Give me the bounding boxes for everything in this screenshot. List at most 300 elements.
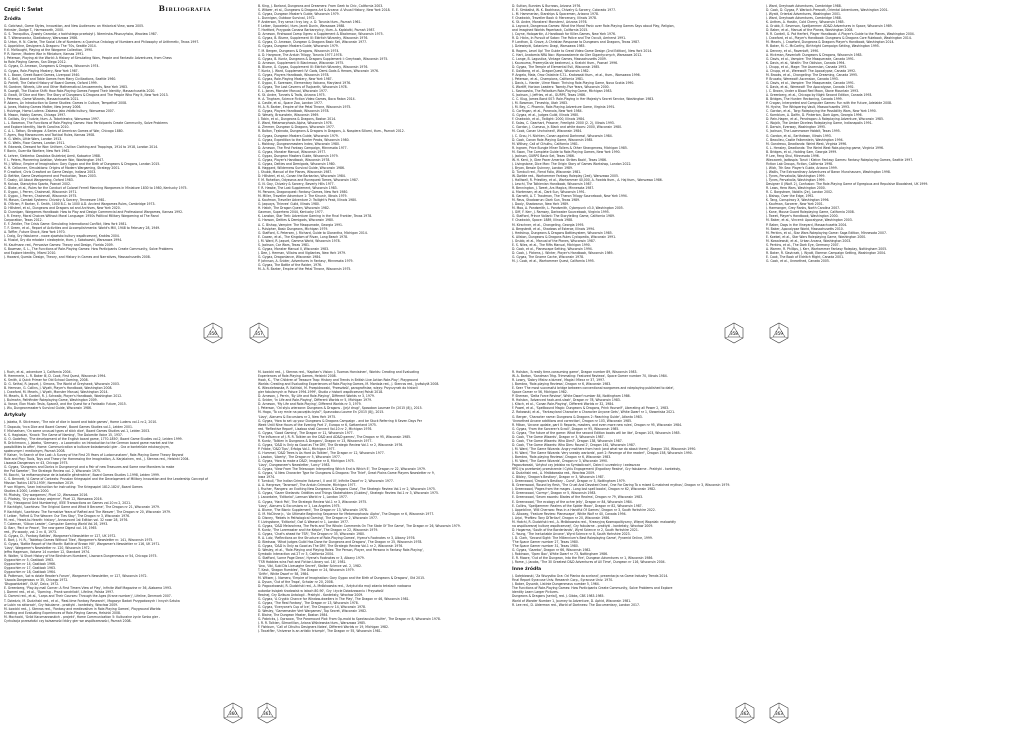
bibliography-entry: T. Ayers, Rag Manoeuvres and Tactical Rules, Kansas 1908.: [4, 133, 96, 138]
bibliography-entry: L. Dunnigan, Outdoor Survival, 1972.: [258, 16, 316, 21]
bibliography-entry: F. Chadwick, Space: 1889, Illinois 1988.: [512, 218, 574, 223]
bibliography-entry: G. Snider, 'In Life and Role-Playing', Different Worlds nr 5, Michigan 1979.: [258, 398, 373, 403]
bibliography-entry: P. Brucato, Werewolf: Ascension, Canada 1993.: [766, 76, 839, 81]
bibliography-entry: C. S. Bennett, 'A Game of Contexts: Prussian Kriegsspiel and the Development of Military Innovation and the Leadership Concept of: [4, 477, 209, 482]
bibliography-entry: F. Michaelsen, 'On some unusual types of stick dice', Board Games Studies vol.1, Leiden 2003.: [4, 428, 151, 433]
bibliography-column: [258, 370, 505, 633]
bibliography-entry: W. H. Kent, Jr, Glee Pacer America: Strikes Back!, Texas 1986.: [512, 157, 607, 162]
bibliography-entry: D. Hillsteel, et al., Dungeons and Dragons ad and Archives, New York 2020.: [4, 206, 121, 211]
bibliography-entry: red. 'Reflective Report', Lisaboa shall Connect Vol.10 nr 2, Michigan 1976.: [258, 426, 373, 431]
bibliography-entry: Experiences of Role-Playing Games, Helsinki 2008.: [258, 374, 337, 379]
bibliography-entry: D. Cook, D. Gygax, P. Warlock-Prescott, Oriental Adventures, Washington 2001.: [766, 8, 889, 13]
bibliography-entry: F. Powel, et al., 'Spellbound Magic: Dungeons & Dragons, Prink Yourself', Liberating all Power 2, 1983.: [512, 406, 670, 411]
bibliography-entry: M. Brooks, et al., Changeling: The Dreaming, Canada 1995.: [766, 72, 858, 77]
bibliography-entry: G. Gygax, Monster Manual, Wisconsin 1977.: [258, 149, 327, 154]
bibliography-entry: A. Laycock, Dangerous Games: What the Moral Panic over Role-Playing Games Says about Play, Religion,: [512, 24, 675, 29]
bibliography-entry: J. C. Brown, Under a Blood Red Moon, Stone Mountain 1993.: [766, 88, 860, 93]
bibliography-entry: 'Długowidzkieli', OULF, Dzicz, 1972.: [4, 582, 60, 587]
bibliography-entry: G. Pilotsky, 'Gry staz ściszy wojenne', Pluel 12, Warszawa 2016.: [4, 497, 103, 502]
bibliography-entry: J. Bryan, Bessie Quinney, London 1989.: [512, 165, 573, 170]
bibliography-entry: J. Gołębiowski, 'Za Wszystko Gra: Od Planka do sceland', prezentacja na Game Industry Trends 2014.: [512, 574, 669, 579]
bibliography-entry: G. Gygax, 'Hack Pot', The Strategic Review Vol.1 nr 3, Wisconsin 1975.: [258, 499, 368, 504]
bibliography-entry: J. Greenwood, 'Dragon's Bestiary - Curst', Dragon nr 3, Nottingham 1979.: [512, 479, 626, 484]
page-356: [4, 4, 251, 366]
bibliography-entry: Iowa 1974.: [258, 475, 276, 480]
bibliography-entry: J. M. Bowman, Timeship, Utah 1983.: [512, 101, 569, 106]
bibliography-entry: Identity Learn Larger Pictures.: [512, 590, 559, 595]
bibliography-entry: G. Gordon, et al., Earthdawn, Illinois 1993.: [766, 133, 832, 138]
bibliography-entry: M. A. R. Barker, Empire of the Petal Throne, Wisconsin 1975.: [258, 267, 352, 272]
bibliography-entry: G. Gygax, Role-Playing Mastery, New York 1987.: [4, 68, 79, 73]
bibliography-entry: Final Report Syracuse Univ. Research Corp., Syracuse Univ. 1970.: [512, 578, 614, 583]
bibliography-entry: A. Dyson, 'Out of the Traps', Scholar nr 20, 2008.: [258, 580, 334, 585]
bibliography-entry: J. M. Ward, 'The Game Wizards', Dragon nr 3, Wisconsin 1990.: [512, 459, 608, 464]
bibliography-entry: E. Greenwood, 'Cormyr', Dragon nr 5, Wisconsin 1983.: [512, 491, 597, 496]
bibliography-column: [512, 370, 759, 564]
bibliography-entry: R. Hemmerle, L. R. Baker III, D. Cook, First Quest, Wisconsin 1994.: [4, 374, 107, 379]
bibliography-entry: M. Pilotsky, 'Dry wargames', Pluel 12, Warszawa 2016.: [4, 493, 89, 498]
bibliography-entry: D. Gygax, The Temple of Elemental Evil, Wisconsin 1985.: [512, 64, 601, 69]
bibliography-entry: G. Gygax, B. Kuntz, Dungeons & Dragons Supplement I: Greyhawk, Wisconsin 1975.: [258, 56, 389, 61]
bibliography-entry: E. E. Simbalist, W. K. Backhaus, Chivalry & Sorcery, Colorado 1977.: [512, 8, 617, 13]
bibliography-entry: Realnej, Gry Dzikuza Antologii - Praktyki - Konteksty, Wrocław 2009.: [258, 592, 364, 597]
bibliography-column: [4, 24, 251, 259]
bibliography-entry: G. Gygax, 'Everyone's Cup of Ice', The Dragon nr 14, Wisconsin 1978.: [258, 604, 366, 609]
bibliography-entry: J. Tobin, et al., Dungeons & Dragons, Boston 2014.: [258, 117, 337, 122]
bibliography-entry: D. Cook, 'The Game Wizards: Who Dies: Round 2', Dragon 161, Wisconsin 1987.: [512, 442, 636, 447]
bibliography-entry: R. Cowgill, The Elusive Shift: How Role-Playing Games Forged Their Identity, Massachusetts 2020.: [4, 88, 156, 93]
bibliography-entry: World of Wonder Number 1, Journey to Adventure, D. Aphid, Wisconsin 1981.: [512, 598, 632, 603]
page-number: 357: [255, 331, 263, 336]
bibliography-entry: D. G. Sethal, R. Jaquet, J. Simons, The World of Greyhawk, Wisconsin 2003.: [4, 382, 120, 387]
bibliography-entry: R. Holston, 'Advanced hack-and-slash', Dragon nr 78, Wisconsin 1983.: [512, 398, 621, 403]
bibliography-entry: P. Angelo, Mała, Oraz Ostatnie Ś.T.L. Krakowski tłum., et al., tłum., Warszawa 1996.: [512, 72, 641, 77]
bibliography-entry: T. By, 'Hexagonal Grid Numbering', IEEE Transactions on Games vol.10 nr.2, 2021.: [4, 501, 132, 506]
bibliography-entry: T. Kuntz, J. Ward, Supplement IV: Gods, Demi-Gods & Heroes, Wisconsin 1976.: [258, 68, 379, 73]
bibliography-entry: G. Gygax, Dungeon Masters Guide, Wisconsin 1979.: [258, 44, 339, 49]
bibliography-entry: R. Kaluza, Starożytna Sparta, Poznań 2002.: [4, 181, 71, 186]
bibliography-entry: R. Bennington, J. Tweet, Ars Magica, Minnesota 1987.: [512, 186, 595, 191]
bibliography-entry: 'The Influence of J. R. R. Tolkien on the D&D and AD&D games', The Dragon nr 95, Wisconsin 1985.: [258, 434, 412, 439]
bibliography-entry: G. Gygax, 'A Cryptic Chance for Window-dwellers in The Play', The Dragon nr 46, Wisconsin 1981.: [258, 596, 410, 601]
bibliography-entry: G. Cook, et al., Unearthed, Canada 2005.: [766, 258, 830, 263]
bibliography-entry: E. Cowan, et al., The Kingdom of Rivan, Long Beach 1978.: [258, 234, 349, 239]
bibliography-entry: F. Leiber, 'Fafhrd & The Weaver: Our Ties Stay', The Dragon nr 3, Wisconsin 1976.: [4, 513, 131, 518]
bibliography-entry: D. Cook, et al., Planescape Setting, Wisconsin 1994.: [512, 246, 593, 251]
bibliography-entry: D. Cook, J. Pickens, J. Winter, Player's Handbook, Wisconsin 1989.: [512, 250, 614, 255]
bibliography-entry: L. Moldvay, Dungeonmasters Index, Wisconsin 1980.: [258, 141, 340, 146]
bibliography-entry: P. Crogan, Interpreted and Computer Games: Fun with the Future, Adelaide 2008.: [766, 101, 892, 106]
bibliography-entry: S. Bowman, S. L., The Functions of Role-Playing Games: How Participants Create Community, Solve Problems: [4, 246, 173, 251]
bibliography-entry: H. Edwards, Dressed for War: Uniform, Civilian Clothing and Trappings, 1914 to 1918, London 2014.: [4, 145, 159, 150]
bibliography-entry: G. Gygax, 'Gazer Skelands: Oddities and Things Stakeholders (Guides)', Strategic Review Vol.1 nr 3, Wisconsin 1975.: [258, 491, 439, 496]
bibliography-entry: J. Howard, Quests: Design, Theory, and History in Games and Narratives, Massachusetts 2008.: [4, 254, 151, 259]
bibliography-entry: E. Koebel, et al., Star Wars Roleplaying Game, Washington 2000.: [766, 234, 867, 239]
bibliography-entry: R. Holston, 'A really time-consuming game', Dragon number 89, Wisconsin 1983.: [512, 370, 638, 374]
bibliography-entry: Gygaxchim nr 18, Gastlook 1964.: [4, 570, 56, 575]
bibliography-entry: J. Ruch, et al., adventure 1, California 2004.: [4, 370, 72, 374]
bibliography-column: [4, 420, 251, 622]
d20-page-number-icon: [248, 322, 270, 344]
bibliography-entry: społecznym i medialnym, Poznań 2008.: [4, 448, 66, 453]
bibliography-entry: Space Gamer nr 56, Michigan 1982.: [512, 390, 568, 395]
bibliography-entry: G. Gygax, Expedition to the Barrier Peaks, Wisconsin 1980.: [258, 137, 350, 142]
bibliography-entry: to Role-Playing Games, San Diego 2012.: [4, 60, 67, 65]
bibliography-entry: T. Coleman, 'Silicon Leader', Computer Gaming World Vol.16, 1993.: [4, 521, 109, 526]
bibliography-entry: J. Huizinga, Homo Ludens: Zabawa jako źródło kultury, Warszawa 2007.: [4, 108, 115, 113]
bibliography-entry: M. Kowalewski, et al., Urban Arcana, Washington 2003.: [766, 238, 852, 243]
bibliography-entry: D. Urton, H. N. Clarke, The Social Life of Numbers: a Quechua Ontology of Numbers and Philosophy of Arithmetic, Texas 1997.: [4, 40, 200, 45]
bibliography-entry: S. Davis, et al., Werewolf: The Apocalypse, Canada 1992.: [766, 84, 855, 89]
bibliography-entry: K. Anthes, A. Hoskin, Cold Cherry, Wisconsin 1985.: [766, 20, 845, 25]
bibliography-entry: C. Gordon, J. Cumasa, Jr. Black and white doors: 2000, Wisconsin 1980.: [512, 125, 623, 130]
bibliography-entry: Corporation, Texas 2012.: [4, 218, 43, 223]
bibliography-entry: E. Collins, 'Spelljammer: Realms of the Spider Moon', Dragon nr 82, Wisconsin 1987.: [512, 503, 643, 508]
bibliography-entry: C. Bibley, 'Dragon's Bestiary', Dragon nr 3, Wisconsin 1987.: [512, 475, 605, 480]
bibliography-entry: G. N. Gay, Chivalry & Sorcery, Beverly Hills 1977.: [258, 182, 335, 187]
bibliography-entry: M. A. R. Barker, Empire of the Petal Throne, Wisconsin 1975.: [258, 105, 352, 110]
bibliography-entry: P. Baker, Dogs in the Vineyard, Massachusetts 2004.: [766, 222, 848, 227]
bibliography-entry: D. Disney, 'Rebels in Pathological Gaming', The Dragon nr 2, Wisconsin 1977.: [258, 515, 378, 520]
bibliography-entry: Lisaosia Dangerosrs nr 43, Chicago 1975.: [4, 460, 69, 465]
bibliography-entry: F. Bonin, Guerrilla Warfare, New York 1962.: [4, 149, 71, 154]
bibliography-entry: E. S. Niles, et al., The Rifts Manual, Michigan 1990.: [512, 242, 591, 247]
bibliography-entry: E. R. Moore, 'Out of the Dungeon, Into the Fire', Dungeon Adventures nr 1, Wisconsin 1986.: [512, 556, 654, 561]
bibliography-entry: B. Mason, Hobby Games, Chicago 1997.: [4, 113, 67, 118]
bibliography-entry: Mission Tactics 1870-1939', Normalism 2019.: [4, 481, 74, 486]
bibliography-entry: J. Kaufman, Sorcerer, New York 2001.: [766, 202, 824, 207]
bibliography-entry: G. Corfingan, et al., Paranoia, New York 1984.: [512, 109, 583, 114]
bibliography-entry: A. Castle, et al., Space Zoo, London 1977.: [258, 101, 323, 106]
bibliography-entry: M. Łowicki red., J. Stenros red., 'Kapitan's Vision: J. Tuomas Harviainen', Worlds: Creating and Evaluating: [258, 370, 420, 374]
bibliography-entry: J. Crawford, M. Mearls, J. Wyatt, Monster Manual, Washington 2014.: [4, 390, 109, 395]
bibliography-entry: M. Hotchi, R. Dudziński red., A. Mróbkowska red., 'Kreacyjną Kosmopolityczny, Więcej Wapniak: malowidły: [512, 519, 676, 524]
bibliography-entry: S. Perkins, et al., The Dark Eye, Germany 2007.: [766, 242, 840, 247]
bibliography-entry: G. Gygax, Deities and Demigods, Wisconsin 1980.: [258, 161, 336, 166]
page-number: 362: [741, 711, 749, 716]
bibliography-entry: J. D. Clark, 'Second Sight: The Millennium's Best Roleplaying Game', Pyramid Online, 1999.: [512, 535, 653, 540]
bibliography-entry: J. Wick, 7th Sea: Player's Guide, Arizona 1999.: [766, 165, 838, 170]
bibliography-entry: J. Jackson, GURPS Basic Set, Texas 1986.: [512, 153, 575, 158]
bibliography-entry: W. Dwilde red., Warhammer Fantasy Roleplay (2ed), Warszawa 2005.: [512, 173, 619, 178]
bibliography-entry: F. Chadwick, Traveller Book 4: Mercenary, Illinois 1978.: [512, 16, 597, 21]
bibliography-entry: E. Cook, The Book of Eldritch Might, Canada 2001.: [766, 254, 845, 259]
bibliography-entry: Symbolic Interaction vol.27 nr 3, California 2004.: [258, 552, 335, 557]
bibliography-entry: G. Stafford, 'Lorne Page Dean', Hyena's Footnotes nr 3, Albany 1979.: [258, 556, 365, 561]
bibliography-entry: J. Dommi red., et al., 'Opening - Prank sandrilaki', Lifeline, Polska 1997.: [4, 590, 115, 595]
bibliography-entry: R. Caillois, Gry i ludzie, tłum. A. Tatarkiewicz, Warszawa 1997.: [4, 117, 100, 122]
bibliography-entry: F. L. Peters, Pioneering Aviation, Vietnam War, Washington 1947.: [4, 157, 105, 162]
bibliography-entry: E. Gygax, J. Perren, Chainmail, Wisconsin 1975.: [4, 193, 78, 198]
bibliography-entry: J. Tynes, Pervakalia, Washington 1999.: [766, 173, 826, 178]
bibliography-entry: J. Robinson, 'Open Box', White Dwarf nr 73, Nottingham 1986.: [512, 552, 609, 557]
bibliography-entry: E. Greenwood, 'Seven swords: Blades of the Realms', Dragon nr 79, Wisconsin 1983.: [512, 495, 644, 500]
bibliography-entry: red., JPv-woody, vol. 2 nr. 8, 1973.: [4, 529, 57, 534]
bibliography-column: [766, 4, 1013, 263]
bibliography-entry: G. Gygax, 'D&D is Only as Good as The DM', The Strategic Review Vol.1 nr 2, Wisconsin 1976.: [258, 544, 404, 549]
bibliography-entry: S. L. Hensley, Deadlands: The Weird West Role-playing game, Virginia 1996.: [766, 145, 884, 150]
bibliography-entry: P. Kaiser, 'In Search of the Lost: A Survey of the First 25 Years of Ludocrunatzen', Role-Playing Game Theory Beyond: [4, 452, 184, 457]
bibliography-entry: J. Dee, J. Herman, Villains and Vigilantes, New York 1979.: [258, 250, 347, 255]
bibliography-entry: B. Hemnan, G. Collins, J. Wyatt, Player's Handbook, Washington 2008.: [4, 386, 113, 391]
bibliography-entry: 'Ano, 'Ubi, Subi Dis Liceuaghe Secret', Stalker Science vol. 2, 1982.: [258, 564, 362, 569]
bibliography-entry: J. Livingstone, Dice Man: The Origin Story of Games Workshop, London 2022.: [512, 161, 632, 166]
bibliography-entry: Wieczorek, Jadłospis: Toruń i Kielce: Fantasy Games: Fantasy Roleplaying Games, Seattle 1997.: [766, 157, 914, 162]
bibliography-entry: M. Swan, The Complete Guide to Role-Playing Games, New York 1990.: [512, 149, 621, 154]
bibliography-entry: R. D. Hicks, In Pursuit of Satan: The Police and The Occult, Amherst 1991.: [512, 36, 627, 41]
bibliography-entry: R. Laws, Hero Wars, Washington 2000.: [766, 186, 826, 191]
bibliography-entry: B. King, J. Borland, Dungeons and Dreamers: From Geek to Chic, California 2003.: [258, 4, 384, 8]
bibliography-entry: J. Craig, Gry fabularne - nowe zjawisko kultury współczesnej, Kraków 2004.: [4, 234, 120, 239]
bibliography-entry: P. Fribke, 'D&D Tips', Erfolgs Vol.1, Michigan 1977.: [258, 446, 336, 451]
bibliography-entry: G. Hanson, Deities & Demigods, Wisconsin 1980.: [258, 218, 334, 223]
bibliography-entry: M. Perkins, et al., Star Wars Roleplaying Game: Saga Edition, Minnesota 2007.: [766, 230, 887, 235]
bibliography-entry: D. Arneson, J. Perrin, 'By Life and Role-Playing', Different Worlds nr 3, 1979.: [258, 394, 375, 399]
bibliography-entry: G. Pabricks, J. Opracow, 'The Paramount Plot: From Op-mold to Spectacular-Stulfer', The Dragon nr 8, Wisconsin 1978.: [258, 616, 441, 621]
bibliography-entry: J. Arjai, 'Profiles: Tony DiTerlizzi', Dragon nr 20, Wisconsin 1986.: [512, 515, 611, 520]
page-number: 358: [730, 331, 738, 336]
bibliography-entry: G. Gygax, 'How to make a D&D', Imagine nr 8, Michigan 1975.: [258, 459, 355, 464]
bibliography-entry: M. Cook, Conan Unchained!, Wisconsin 1984.: [512, 129, 583, 134]
bibliography-entry: L. Sosnowska, The Palladium Role-Playing Game, Michigan 1983.: [512, 88, 613, 93]
bibliography-entry: G. Hummel, 'D&D Trees is As Hard As Tolkien', The Dragon nr 12, Wisconsin 1977.: [258, 450, 385, 455]
bibliography-entry: G. Gygax, 'Good Gaming', The Dragon nr 11, Wisconsin 1977.: [258, 430, 354, 435]
bibliography-entry: J. Bambra, 'Role-playing Reviews', Dragon nr 6, Wisconsin 1983.: [512, 454, 612, 459]
bibliography-entry: autorów książek środowisk w latach 80-90', Gry i życie Dziadzowaniu i Przyszłość: [258, 588, 384, 593]
bibliography-entry: C. C. Klug, James Bond 007: Role-Playing in Her Majesty's Secret Service, Washington 1983.: [512, 97, 655, 102]
bibliography-entry: J. Dooly, Shadowrun, New York 1989.: [512, 202, 570, 207]
bibliography-entry: K. Smith, A Quick Primer for Old School Gaming, 2008.: [4, 378, 89, 383]
bibliography-entry: J. Dziewięcki, Satanizm: Dragi, Warszawa 1985.: [512, 44, 586, 49]
bibliography-entry: G. Gygax, Players Handbook, Wisconsin 1978.: [258, 72, 330, 77]
bibliography-entry: K. Lanston, Star Trek: Adventure Gaming in the Final Frontier, Texas 1978.: [258, 214, 373, 219]
bibliography-entry: M. Baker, et al., Vincent: Apocalypse, Washington 2003.: [766, 218, 853, 223]
bibliography-entry: T. Dapoulo, 'Inca Dice and Board Games', Board Games Studies vol.1, Leiden 2001.: [4, 424, 133, 429]
bibliography-entry: T. Dziedzic, M. Dudziński red., et al., 'Real-time Fantasy Research', Magazyn Badań Przygodowych i Innych Sztuka: [4, 598, 180, 603]
bibliography-entry: D. Dunnigan, Wargames Handbook: How to Play and Design Commercial and Professional Wargames, Kansas 1992.: [4, 210, 184, 215]
d20-page-number-icon: [222, 702, 244, 724]
bibliography-entry: J. Klisch, et al., 'Conan Role-Playing', Different Worlds nr 32, 1984.: [512, 402, 615, 407]
bibliography-entry: A. Bergstedt, et al., Shadows of Esteroe, Illinois 1994.: [512, 226, 595, 231]
bibliography-entry: D. Arneson, Supplement II: Blackmoor, Wisconsin 1975.: [258, 60, 345, 65]
page-358: [512, 4, 759, 366]
bibliography-entry: J. Rome, J. Jacobs, 'The 30 Greatest D&D Adventures of All Time', Dungeon nr 116, Wisconsin 2004.: [512, 560, 666, 565]
d20-page-number-icon: [256, 702, 278, 724]
bibliography-entry: K. Davis, et al., Wraith: The Oblivion, Canada 1994.: [766, 60, 846, 65]
bibliography-entry: G. Gygax, 'D&D is Only as Good as The DM', The Strategic Review Vol.1 nr 2, Wisconsin 1976.: [258, 442, 404, 447]
section-heading-articles: Artykuły: [4, 413, 27, 419]
bibliography-entry: G. Gygax, 'A New Character Type for Dungeons & Dragons: The Thief', Great Plains Game Players Newsletter nr 9,: [258, 471, 435, 476]
bibliography-entry: F. Leiber, Opowieści, tłum. Jacek Dunin, Warszawa 1988.: [258, 24, 346, 29]
bibliography-entry: K. S. Hagiasian, 'Knack: The Game of Naming', The Dolomite Voice 15, 1937.: [4, 432, 123, 437]
bibliography-entry: J. Wyatt, Oriental Adventures, Washington 2001.: [766, 12, 841, 17]
bibliography-entry: J. R. R. Tolkien, Silmarillion, Ariana Wiśniewska tłum., Warszawa 1985.: [258, 620, 366, 625]
page-number: 363: [775, 711, 783, 716]
section-heading-other: Inne źródła: [512, 567, 542, 573]
bibliography-entry: G. Davis, et al., Vampire: The Masquerade, Canada 1991.: [766, 80, 855, 85]
bibliography-entry: Worlds: Creating and Evaluating Experiences of Role-Playing Games, M. Montola red., J. Stenros red., Jyväskylä 2008.: [258, 382, 440, 387]
bibliography-entry: E. Gygax, J. Perren, Chainmail, Wisconsin 1971.: [4, 189, 78, 194]
bibliography-entry: P. Adams, An Introduction to Game Studies: Games in Culture, Tempelhof 2008.: [4, 100, 128, 105]
bibliography-entry: K. Tang, Conspiracy X, Washington 1996.: [766, 198, 830, 203]
d20-page-number-icon: [768, 702, 790, 724]
bibliography-entry: T. Kask, 'Dragon Rumbles', The Dragon nr 24, Wisconsin 1979.: [258, 568, 355, 573]
bibliography-entry: T. F. Green, et al., Report of Activities and Accomplishments: World's Mill, 1948 to February 28, 1949.: [4, 226, 161, 231]
bibliography-entry: J. R. Emery, Moral Choices Without Moral Language: 1950s Political Military Wargaming at The Rand: [4, 214, 159, 219]
bibliography-entry: B. Patterson, 'Lot w dziale Reader's Forum', Wargamer's Newsletter, nr 127, Wisconsin 1972.: [4, 574, 148, 579]
bibliography-entry: M. Gardner, Wheels, Life and Other Mathematical Amusements, New York 1983.: [4, 84, 128, 89]
bibliography-entry: D. Cook, 'The Game Wizards', Dragon nr 3, Wisconsin 1987.: [512, 434, 605, 439]
bibliography-entry: C. Hart, Anatomia NRA Noc: Wprowadzenie do Gier Gigantycznych, Warszawa 2012.: [512, 52, 643, 57]
bibliography-entry: S. Wortiff, Horizon Leaders: Twenty-Five Years, Wisconsin 2000.: [512, 84, 610, 89]
bibliography-entry: Gygaxchim nr 14, Gastlook 1966.: [4, 562, 56, 567]
page-361: [258, 370, 505, 732]
bibliography-entry: D. Wesely, Braunstein, Wisconsin 1969.: [258, 113, 320, 118]
bibliography-entry: M. Parsons, Dragonquest: Fantasy Games, New York 1980.: [258, 190, 349, 195]
bibliography-entry: J. Lasdon, 'Liberty', The Dragon nr 5, Wisconsin 1977.: [258, 454, 341, 459]
bibliography-entry: F. Chadwick, et al., Twilight: 2000, Illinois 1984.: [512, 117, 586, 122]
bibliography-entry: G. Gygax, D. Arneson, Dungeon & Dragons Basic Set, Wisconsin 1977.: [258, 40, 368, 45]
bibliography-entry: D. Hogarma, 'South of the Borderlands', Wyrd Science nr 2, South Yorkshire 2021.: [512, 527, 639, 532]
bibliography-entry: D. Hillsteel, et al., Conan the Barbarian, Wisconsin 1984.: [258, 173, 346, 178]
bibliography-entry: G. Gygax, Role-Playing Mastery, New York 1987.: [258, 76, 333, 81]
bibliography-entry: G. S. Tranquillus, Żywoty Cezarów, z łacińskiego przełożył J. Niemirska-Pliszczyńska, Wrocław 1987.: [4, 32, 158, 37]
bibliography-entry: M. Łowicki red., J. Stenros red., 'Fantasy and medievalism in Role-Playing Games', Playground Worlds:: [4, 606, 162, 611]
bibliography-entry: J. Crawford, et al., Player's Handbook: Dungeons & Dragons Core Rulebook, Washington 2014.: [766, 36, 912, 41]
bibliography-entry: J. M. Ward, 'The Game Wizards: Very sneaky warlords', part 2: Revenge of the reader!', Dragon 158, Wisconsin 1990.: [512, 450, 693, 455]
bibliography-entry: R. Mikan, 'Arcane update, part II: Reports, masters, and even more new rules', Dragon nr 95, Wisconsin 1984.: [512, 422, 683, 427]
bibliography-entry: B. T. Wieronowicz, Gladiatorzy, Warszawa 1986.: [4, 36, 79, 41]
bibliography-entry: G. Stafford, S. Petersen, J. Richard, Guide to Glorantha, Michigan 2014.: [258, 230, 368, 235]
bibliography-entry: F. M. Roheiton, Odysseus and Runequest Tomes, Wisconsin 1987.: [258, 178, 359, 183]
bibliography-entry: M. Miller, Traveller Adventure 1: The Kinunir, Illinois 1979.: [258, 194, 348, 199]
bibliography-entry: the Pot Sweeter', The Strategic Review vol. 2, Wisconsin 1975.: [4, 469, 101, 474]
bibliography-entry: B. Rogers, Level Up! The Guide to Great Video Game Design (2nd Edition), New York 2014.: [512, 48, 653, 53]
bibliography-entry: C. Blake, et al., Rules for the Conduct of Colonel Ferrell Manning Wargames in Miniature 1830 to 1980, Kentucky 1975.: [4, 185, 188, 190]
bibliography-entry: M. Hyche, The Whispering Vault, Massachusetts 1993.: [766, 105, 850, 110]
bibliography-entry: E. Ward, Metamorphosis Alpha, Wisconsin 1976.: [258, 121, 333, 126]
bibliography-entry: J. Peterson, Playing at the World: A History of Simulating Wars, People and Fantastic Adventures, from Chess: [4, 56, 172, 61]
page-number: 359: [775, 331, 783, 336]
bibliography-entry: R. Drilchmann, J. Jabeka, 'Germany - a Locomotiv: an Introduction to the German board game market and the: [4, 440, 174, 445]
bibliography-entry: D. Ewalt, Of Dice and Men: The Story of Dungeons & Dragons and The People Who Play It, New York 2013.: [4, 92, 169, 97]
bibliography-entry: B. Bridges, et al., Holding Sam, Georgia 1999.: [766, 149, 838, 154]
bibliography-entry: M. J. Cook, et al., Warhammer Quest, California 1995.: [512, 258, 595, 263]
bibliography-entry: G. Gygax, 'Dungeons and Dorics in Dungeonryd and a Pair of new Treasures and Some new Monsters to make: [4, 464, 175, 469]
page-359: [766, 4, 1013, 366]
bibliography-entry: E. Seer 'The most successful bridge between conventional wargames and roleplaying published to date',: [512, 386, 675, 391]
bibliography-entry: D. Pagoczkowski, R. Dudziński red., A. Mróbkowska red., 'Artykuł dla moji zdania tekstach nadawca: [258, 584, 412, 589]
bibliography-entry: P. Lanthan, D. Grove, A Christian Response to Dungeons and Dragons, Texas 1987.: [512, 40, 641, 45]
bibliography-entry: 'Lizzy', Alarums & Excursions nr 1, Los Angeles 1975.: [258, 503, 341, 508]
bibliography-entry: J. Lacordaire, 'Editorial', Lamson World nr 1, London 1977.: [258, 495, 348, 500]
bibliography-entry: A. A. Hargrave, 'Taronwel', The Arduin Grimoire, Michigan 1977.: [258, 483, 357, 488]
bibliography-entry: A. Chupp, et al., Werewolf: The Apocalypse, Canada 1992.: [766, 68, 857, 73]
bibliography-entry: J. Grubb, et al., Manual of the Planes, Wisconsin 1987.: [512, 238, 596, 243]
page-360: [4, 370, 251, 732]
bibliography-entry: G. M. McDinne jr., 'An Ultimate Beginning Sequence for Metamorphosis: Alpha', The Dragon nr 6, Wisconsin 1977.: [258, 511, 435, 516]
bibliography-entry: A. C. Bishop, Vampire: The Masquerade, Georgia 1991.: [258, 222, 343, 227]
bibliography-entry: G. Berger, 'Character name: Dungeons & Dragons 2: Reaching Guide', Atlanta 1983.: [512, 414, 643, 419]
bibliography-entry: M. Witwer, J. Nomero, 'Empire of Imagination: Gary Gygax and the Birth of Dungeons & Dragons', Old 2015.: [258, 576, 426, 581]
bibliography-entry: J. Shubb, Manual of the Planes, Wisconsin 1987.: [258, 169, 333, 174]
bibliography-entry: P. Crawford, Chris Crawford on Game Design, Indiana 2003.: [4, 169, 97, 174]
bibliography-entry: P. Kachtighi, 'Lawhinav: The Formative Years of Rafted and The Weaver', The Dragon nr 20, Wisconsin 1979.: [4, 509, 172, 514]
bibliography-entry: J. Harmonger, Grey Ranks, North Carolina 2007.: [766, 206, 841, 211]
bibliography-entry: A. Jones, Making Games Matter, New Jersey 2006.: [4, 104, 82, 109]
bibliography-entry: 'The Space Gamer number 31, Texas 1980.: [512, 544, 579, 549]
bibliography-entry: B. O'Brien, P. Barker, E. Smith, 1000 B.C. to 1000 A.D. Ancient Wargames Rules, Cambridge 1973.: [4, 202, 156, 207]
bibliography-entry: Cyrkulacja przeszłości czy tożsamości który gier we współczesności, Poznań 2008.: [4, 618, 132, 623]
bibliography-entry: R. L. Bacon, Greek Board Games, Liverpool 1940.: [4, 72, 81, 77]
bibliography-entry: P. Anderson, Trzy serca i trzy lwy, z. D. Torunia tłum., Poznań 1961.: [258, 20, 362, 25]
page-362: [512, 370, 759, 732]
bibliography-entry: G. Davis, et al., Vampire: The Masquerade, Canada 1991.: [766, 56, 855, 61]
bibliography-entry: Creating and Evaluating Experiences of Role-Playing Games, Helsinki 2008.: [4, 610, 121, 615]
bibliography-entry: C. Kornblum, A. Dalfin, D. Pinkerton, Dark Ages, Georgia 1996.: [766, 113, 863, 118]
bibliography-entry: R. R. Cordell, G. Pat Herfert, Player Handbook: A Player's Guide to the Planes, Washington 2004.: [766, 32, 915, 37]
bibliography-entry: R. Kuntz, 'Tolkien in Dungeons & Dragons', Dragon nr 13, Wisconsin 1977.: [258, 438, 373, 443]
bibliography-entry: G. Jaquays, Thieves' Guild, Illinois 1980.: [258, 202, 320, 207]
bibliography-entry: Jeffro Hagerson, Volume 14 number 12, Standard 1974.: [4, 549, 91, 554]
bibliography-entry: Z. Rakowski, et al., 'Fantasyland Character a Character Anyone Gets', White Dwarf nr 1, Słoweńska 2021.: [512, 410, 676, 415]
bibliography-entry: Hook, K., 'The Children of Treasure Trap: History and Trends in British Live Action Role-Play', Playground: [258, 378, 418, 383]
bibliography-entry: M. Bocchi, 'La métamorphose de la bataille génératrice', Board Games Studies 1-1998, Leiden 1999.: [4, 473, 160, 478]
bibliography-entry: and Imagined Worlds Paperback, California 2015.: [512, 28, 589, 33]
bibliography-entry: J. Greenwood, 'Pages from the mages - Long lost spell books', Dragon nr 62, Wisconsin 1982.: [512, 487, 657, 492]
bibliography-entry: R. Ingram, Price Bungle Miner Tollers & Other Strangeness, Michigan 1985.: [512, 145, 628, 150]
bibliography-entry: C. Young, 'The Ineluctable Arcane', Wyrd Science nr 8, South Yorkshire 2023.: [512, 531, 631, 536]
bibliography-entry: J. Peterson, 'Od stylu wierzone: Dungeons & Dragons - (je)ź drugi', Sposoban Loumae En (2015 (8)), 2015.: [258, 406, 423, 411]
bibliography-entry: H. G. Wells, Floor Games, London 1911.: [4, 141, 66, 146]
bibliography-entry: C. A. L. Tatton, Strategos: A Series of American Games of War, Chicago 1880.: [4, 129, 124, 134]
bibliography-entry: 'Lizzy', Wargamer's Newsletter nr. 120, Wisconsin 1972.: [4, 545, 91, 550]
bibliography-entry: E. F. Zeidler, The Crisis Game: Simulating International Conflict, New York 1981.: [4, 222, 128, 227]
bibliography-entry: Gygaxchim nr 5, Gastlook 1963.: [4, 558, 54, 563]
page-number: 356: [209, 331, 217, 336]
bibliography-entry: F. R. Hawke, The Lost Supplement, Wisconsin 1983.: [258, 186, 338, 191]
bibliography-entry: H. Walter, 'A Short History of the Birchdrum Numbers', Lisonora Dungenmaus nr 54, Chicago 1975.: [4, 554, 158, 559]
page-number: 361: [263, 711, 271, 716]
bibliography-entry: 'TSR Hobbies wins Fact and Fiction Library vol. 18', 1981.: [258, 560, 347, 565]
bibliography-entry: J. Bulmahn, Pathfinder Roleplaying Game, Washington 2009.: [4, 398, 98, 403]
bibliography-entry: G. Gygax, The Lost Caverns of Tsojcanth, Wisconsin 1978.: [258, 84, 348, 89]
bibliography-entry: J. Appelcline, 'Will Chernow: Pass in a Handful Of Games', Dragon nr 3, South Yorkshire 2022.: [512, 507, 656, 512]
bibliography-entry: 'Lizzy', Alarums & Excursions nr 2, New York 1975.: [258, 414, 337, 419]
bibliography-entry: K. Wiecziełowska, R. Kaliński, M. Przepiórowski, 'Przeszłość, paragrafiniae, więzy: Przyczynek do historii: [258, 386, 418, 391]
bibliography-entry: G. Gygax, Players Handbook, Wisconsin 1978.: [258, 109, 330, 114]
bibliography-entry: R. C. Bell, Board and Table Games from Many Civilizations, Seattle 1960.: [4, 76, 117, 81]
bibliography-entry: R. Baker, M. C. McCarthy, Birthright Campaign Setting, Washington 1995.: [766, 44, 880, 49]
bibliography-entry: P. Johnson, A. Snider, Adventures in Fantasy, Minnesota 1979.: [258, 258, 354, 263]
bibliography-entry: J. Fischer, 'Rangers: an Exciting New Dungeons & Dragons Class', The Strategic Review Vol.1 nr 2, Wisconsin 1975.: [258, 487, 436, 492]
bibliography-entry: G. O. Godefroy, 'The development of the English board game, 1770-1850', Board Game Studies vol.2, Leiden 1999.: [4, 436, 183, 441]
bibliography-entry: A. Greenberg, et al., Chicago by Night Second Edition, Canada 1993.: [766, 93, 873, 98]
bibliography-entry: 'Unearthed Arcane additions and correction', Dragon nr 103, Wisconsin 1985.: [512, 418, 633, 423]
bibliography-entry: R. Bolton, Tęsknota, Dungeons & Dragons in Dragons, A. Nospiera Sillami, tłum., Poznań 2012.: [258, 129, 405, 134]
bibliography-entry: C. Wojcik, The Amber Diceless Roleplaying Game, Indianapolis 1991.: [766, 121, 873, 126]
bibliography-entry: R. Lee red., D. Alderman red., World of Darkness: The Documentary, London 2017.: [512, 602, 640, 607]
bibliography-entry: E. Blaine, The Dungeon Master, Boston 1984.: [258, 612, 329, 617]
bibliography-entry: G. Gotchaut, Game Styles, Innovation, and New Audiences: an Historical View, www 2005.: [4, 24, 145, 28]
bibliography-entry: The Functions of Role-Playing Games: How Participants Create Community, Solve Problems and Explore: [512, 586, 673, 591]
bibliography-entry: L. M. Hammerian, Starships & Spacemen, Arizona 1978.: [512, 12, 599, 17]
page-number: 360: [229, 711, 237, 716]
d20-page-number-icon: [723, 322, 745, 344]
bibliography-entry: B. Bridges, The Hunter: Reckoning, Canada 1999.: [766, 97, 843, 102]
bibliography-entry: G. Gygax, 'The Real Fantasy', The Dragon nr 13, Wisconsin 1978.: [258, 600, 359, 605]
bibliography-entry: Designer X (Wolf. 2), Confusion: The Role-Playing Game of Egregious and Repulsive Bloodshed, UK 1999.: [766, 182, 929, 187]
